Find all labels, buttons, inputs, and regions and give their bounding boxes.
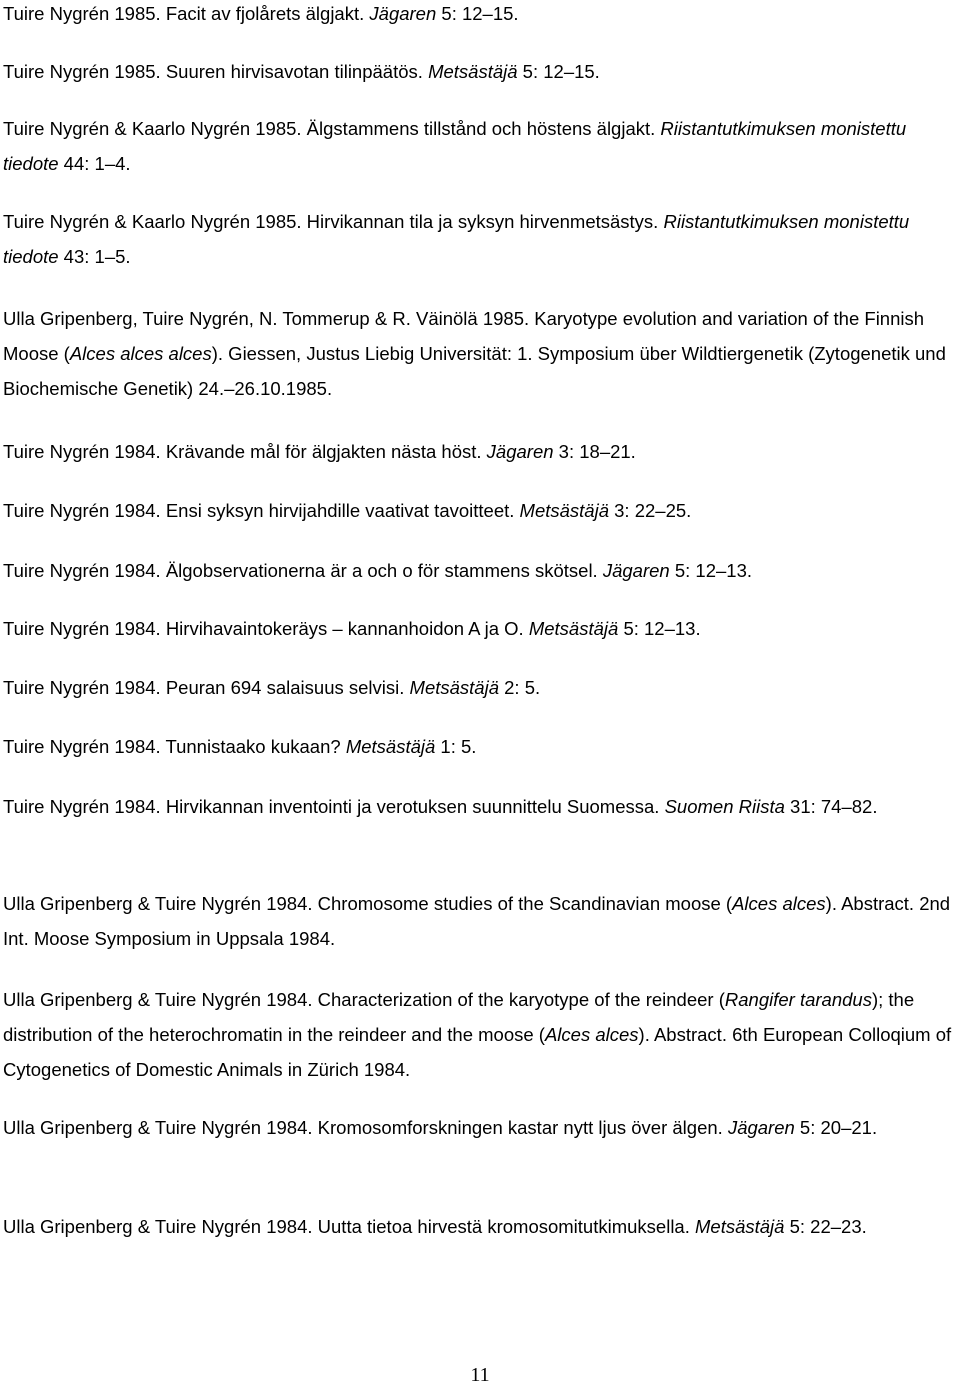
page-number: 11 bbox=[470, 1364, 490, 1386]
reference-text: Tuire Nygrén 1984. Hirvikannan inventointi ja verotuksen suunnittelu Suomessa. bbox=[3, 796, 665, 817]
reference-text: Tuire Nygrén & Kaarlo Nygrén 1985. Hirvikannan tila ja syksyn hirvenmetsästys. bbox=[3, 211, 664, 232]
reference-text: Tuire Nygrén 1984. Ensi syksyn hirvijahdille vaativat tavoitteet. bbox=[3, 500, 520, 521]
publication-title: Jägaren bbox=[369, 3, 437, 24]
publication-title: Alces alces bbox=[732, 893, 826, 914]
publication-title: Riistantutkimuksen monistettu tiedote bbox=[3, 211, 910, 267]
reference-text: 5: 12–13. bbox=[618, 618, 701, 639]
reference-entry bbox=[3, 789, 953, 824]
reference-text: 5: 12–15. bbox=[517, 61, 600, 82]
reference-entry bbox=[3, 729, 953, 764]
reference-text: 5: 12–13. bbox=[669, 560, 752, 581]
reference-entry bbox=[3, 301, 953, 406]
publication-title: Jägaren bbox=[486, 441, 554, 462]
reference-text: Tuire Nygrén & Kaarlo Nygrén 1985. Älgstammens tillstånd och höstens älgjakt. bbox=[3, 118, 661, 139]
reference-text: Ulla Gripenberg & Tuire Nygrén 1984. Chromosome studies of the Scandinavian moose ( bbox=[3, 893, 733, 914]
reference-text: 5: 22–23. bbox=[784, 1216, 867, 1237]
reference-entry bbox=[3, 204, 953, 274]
reference-text: ). Abstract. 6th European Colloqium of Cytogenetics of Domestic Animals in Zürich 1984. bbox=[3, 1024, 952, 1080]
reference-text: 1: 5. bbox=[435, 736, 477, 757]
reference-text: Tuire Nygrén 1984. Hirvihavaintokeräys – kannanhoidon A ja O. bbox=[3, 618, 529, 639]
reference-text: 5: 12–15. bbox=[436, 3, 519, 24]
publication-title: Alces alces bbox=[544, 1024, 639, 1045]
reference-entry bbox=[3, 611, 953, 646]
reference-text: Ulla Gripenberg & Tuire Nygrén 1984. Kromosomforskningen kastar nytt ljus över älgen. bbox=[3, 1117, 728, 1138]
reference-text: ). Giessen, Justus Liebig Universität: 1. Symposium über Wildtiergenetik (Zytogenetik und Biochemische Genetik) 24.–26.10.1985. bbox=[3, 343, 946, 399]
reference-text: 5: 20–21. bbox=[794, 1117, 878, 1138]
publication-title: Metsästäjä bbox=[409, 677, 499, 698]
reference-entry bbox=[3, 434, 953, 469]
publication-title: Rangifer tarandus bbox=[724, 989, 872, 1010]
reference-text: Tuire Nygrén 1985. Suuren hirvisavotan tilinpäätös. bbox=[3, 61, 429, 82]
reference-text: Tuire Nygrén 1985. Facit av fjolårets älgjakt. bbox=[3, 3, 370, 24]
reference-entry bbox=[3, 54, 953, 89]
reference-text: 31: 74–82. bbox=[784, 796, 878, 817]
publication-title: Suomen Riista bbox=[664, 796, 785, 817]
reference-text: ); the distribution of the heterochromatin in the reindeer and the moose ( bbox=[3, 989, 915, 1045]
publication-title: Metsästäjä bbox=[519, 500, 609, 521]
publication-title: Metsästäjä bbox=[528, 618, 619, 639]
reference-entry bbox=[3, 0, 953, 31]
reference-text: ). Abstract. 2nd Int. Moose Symposium in Uppsala 1984. bbox=[3, 893, 951, 949]
publication-title: Metsästäjä bbox=[695, 1216, 785, 1237]
reference-text: 3: 22–25. bbox=[609, 500, 692, 521]
reference-text: 2: 5. bbox=[499, 677, 541, 698]
publication-title: Jägaren bbox=[602, 560, 670, 581]
publication-title: Jägaren bbox=[727, 1117, 795, 1138]
reference-text: Tuire Nygrén 1984. Krävande mål för älgjakten nästa höst. bbox=[3, 441, 487, 462]
reference-text: Ulla Gripenberg & Tuire Nygrén 1984. Characterization of the karyotype of the reindeer ( bbox=[3, 989, 725, 1010]
reference-text: 43: 1–5. bbox=[58, 246, 131, 267]
reference-text: 3: 18–21. bbox=[553, 441, 636, 462]
reference-entry bbox=[3, 886, 953, 956]
reference-text: Tuire Nygrén 1984. Peuran 694 salaisuus selvisi. bbox=[3, 677, 410, 698]
reference-entry bbox=[3, 982, 953, 1087]
reference-text: Tuire Nygrén 1984. Tunnistaako kukaan? bbox=[3, 736, 346, 757]
reference-text: Ulla Gripenberg, Tuire Nygrén, N. Tommerup & R. Väinölä 1985. Karyotype evolution and variation of the Finnish Moose ( bbox=[3, 308, 925, 364]
publication-title: Riistantutkimuksen monistettu tiedote bbox=[3, 118, 907, 174]
reference-entry bbox=[3, 670, 953, 705]
publication-title: Alces alces alces bbox=[69, 343, 212, 364]
reference-entry bbox=[3, 111, 953, 181]
reference-text: 44: 1–4. bbox=[58, 153, 131, 174]
reference-entry bbox=[3, 493, 953, 528]
publication-title: Metsästäjä bbox=[345, 736, 436, 757]
publication-title: Metsästäjä bbox=[428, 61, 518, 82]
reference-entry bbox=[3, 1209, 953, 1244]
reference-entry bbox=[3, 1110, 953, 1145]
reference-text: Ulla Gripenberg & Tuire Nygrén 1984. Uutta tietoa hirvestä kromosomitutkimuksella. bbox=[3, 1216, 695, 1237]
reference-text: Tuire Nygrén 1984. Älgobservationerna är a och o för stammens skötsel. bbox=[3, 560, 603, 581]
reference-entry bbox=[3, 553, 953, 588]
